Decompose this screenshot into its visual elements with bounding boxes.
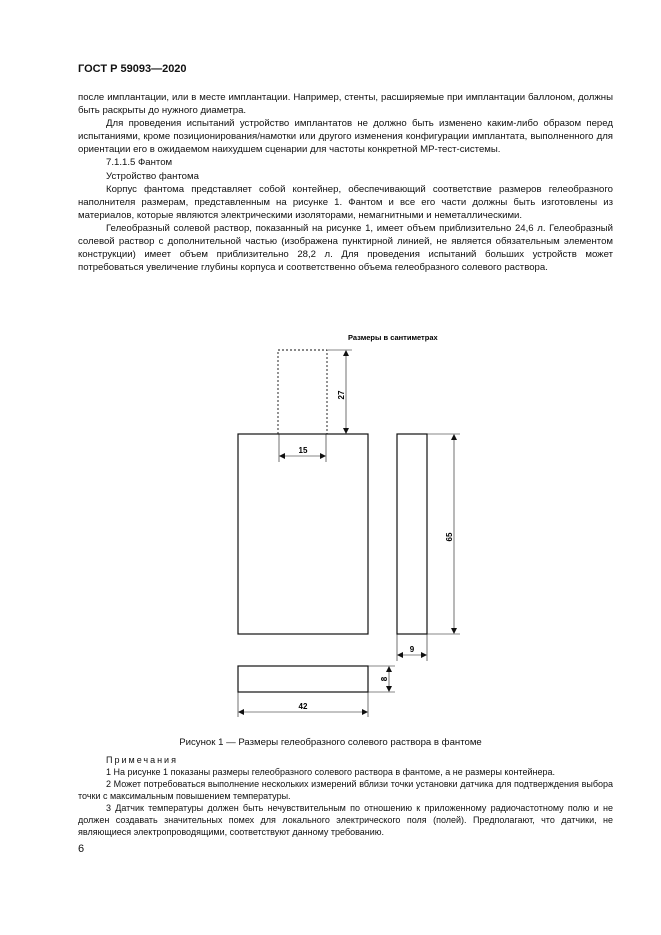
- top-view-rect: [238, 666, 368, 692]
- paragraph-1: после имплантации, или в месте имплантации. Например, стенты, расширяемые при имплантации баллоном, должны быть раскрыты до нужного диаметра.: [78, 92, 613, 117]
- optional-extension-dashed: [278, 350, 327, 434]
- dim-label-42: 42: [298, 702, 308, 711]
- dim-label-9: 9: [409, 645, 415, 654]
- note-3: 3 Датчик температуры должен быть нечувствительным по отношению к приложенному радиочастотному полю и не должен создавать значительных помех для локального электрического поля (полей). Предполагают, что датчики, не являющиеся электропроводящими, соответствуют данному требованию.: [78, 803, 613, 837]
- document-header: ГОСТ Р 59093—2020: [78, 63, 187, 75]
- notes-title: Примечания: [106, 755, 178, 765]
- body-text: [78, 91, 613, 274]
- units-label: Размеры в сантиметрах: [348, 333, 438, 342]
- paragraph-3: Корпус фантома представляет собой контейнер, обеспечивающий соответствие размеров гелеобразного наполнителя размерам, представленным на рисунке 1. Фантом и все его части должны быть изготовлены из материалов, которые являются электрическими изоляторами, немагнитными и неметаллическими.: [78, 183, 613, 221]
- figure-phantom-dimensions: [0, 325, 661, 730]
- side-view-rect: [397, 434, 427, 634]
- dim-label-27: 27: [337, 390, 346, 400]
- subsection-heading: Устройство фантома: [106, 170, 199, 182]
- note-2: 2 Может потребоваться выполнение нескольких измерений вблизи точки установки датчика для подтверждения выбора точки с максимальным повышением температуры.: [78, 779, 613, 801]
- dim-label-15: 15: [298, 446, 308, 455]
- front-view-rect: [238, 434, 368, 634]
- dim-label-65: 65: [445, 532, 454, 542]
- dim-label-8: 8: [380, 676, 389, 682]
- paragraph-4: Гелеобразный солевой раствор, показанный на рисунке 1, имеет объем приблизительно 24,6 л. Гелеобразный солевой раствор с дополнительной частью (изображена пунктирной линией, не является обязательным элементом конструкции) имеет объем приблизительно 28,2 л. Для проведения испытаний больших устройств может потребоваться увеличение глубины корпуса и соответственно объема гелеобразного солевого раствора.: [78, 222, 613, 274]
- note-1: 1 На рисунке 1 показаны размеры гелеобразного солевого раствора в фантоме, а не размеры контейнера.: [106, 767, 555, 777]
- paragraph-2: Для проведения испытаний устройство имплантатов не должно быть изменено каким-либо образом перед испытаниями, кроме позиционирования/намотки или другого изменения конфигурации имплантата, выполненного для ориентации его в ожидаемом наихудшем сценарии для частоты конкретной МР-тест-системы.: [78, 118, 613, 156]
- page-number: 6: [78, 843, 85, 855]
- figure-caption: Рисунок 1 — Размеры гелеобразного солевого раствора в фантоме: [179, 737, 482, 748]
- notes-block: [78, 754, 613, 838]
- section-heading: 7.1.1.5 Фантом: [106, 157, 173, 169]
